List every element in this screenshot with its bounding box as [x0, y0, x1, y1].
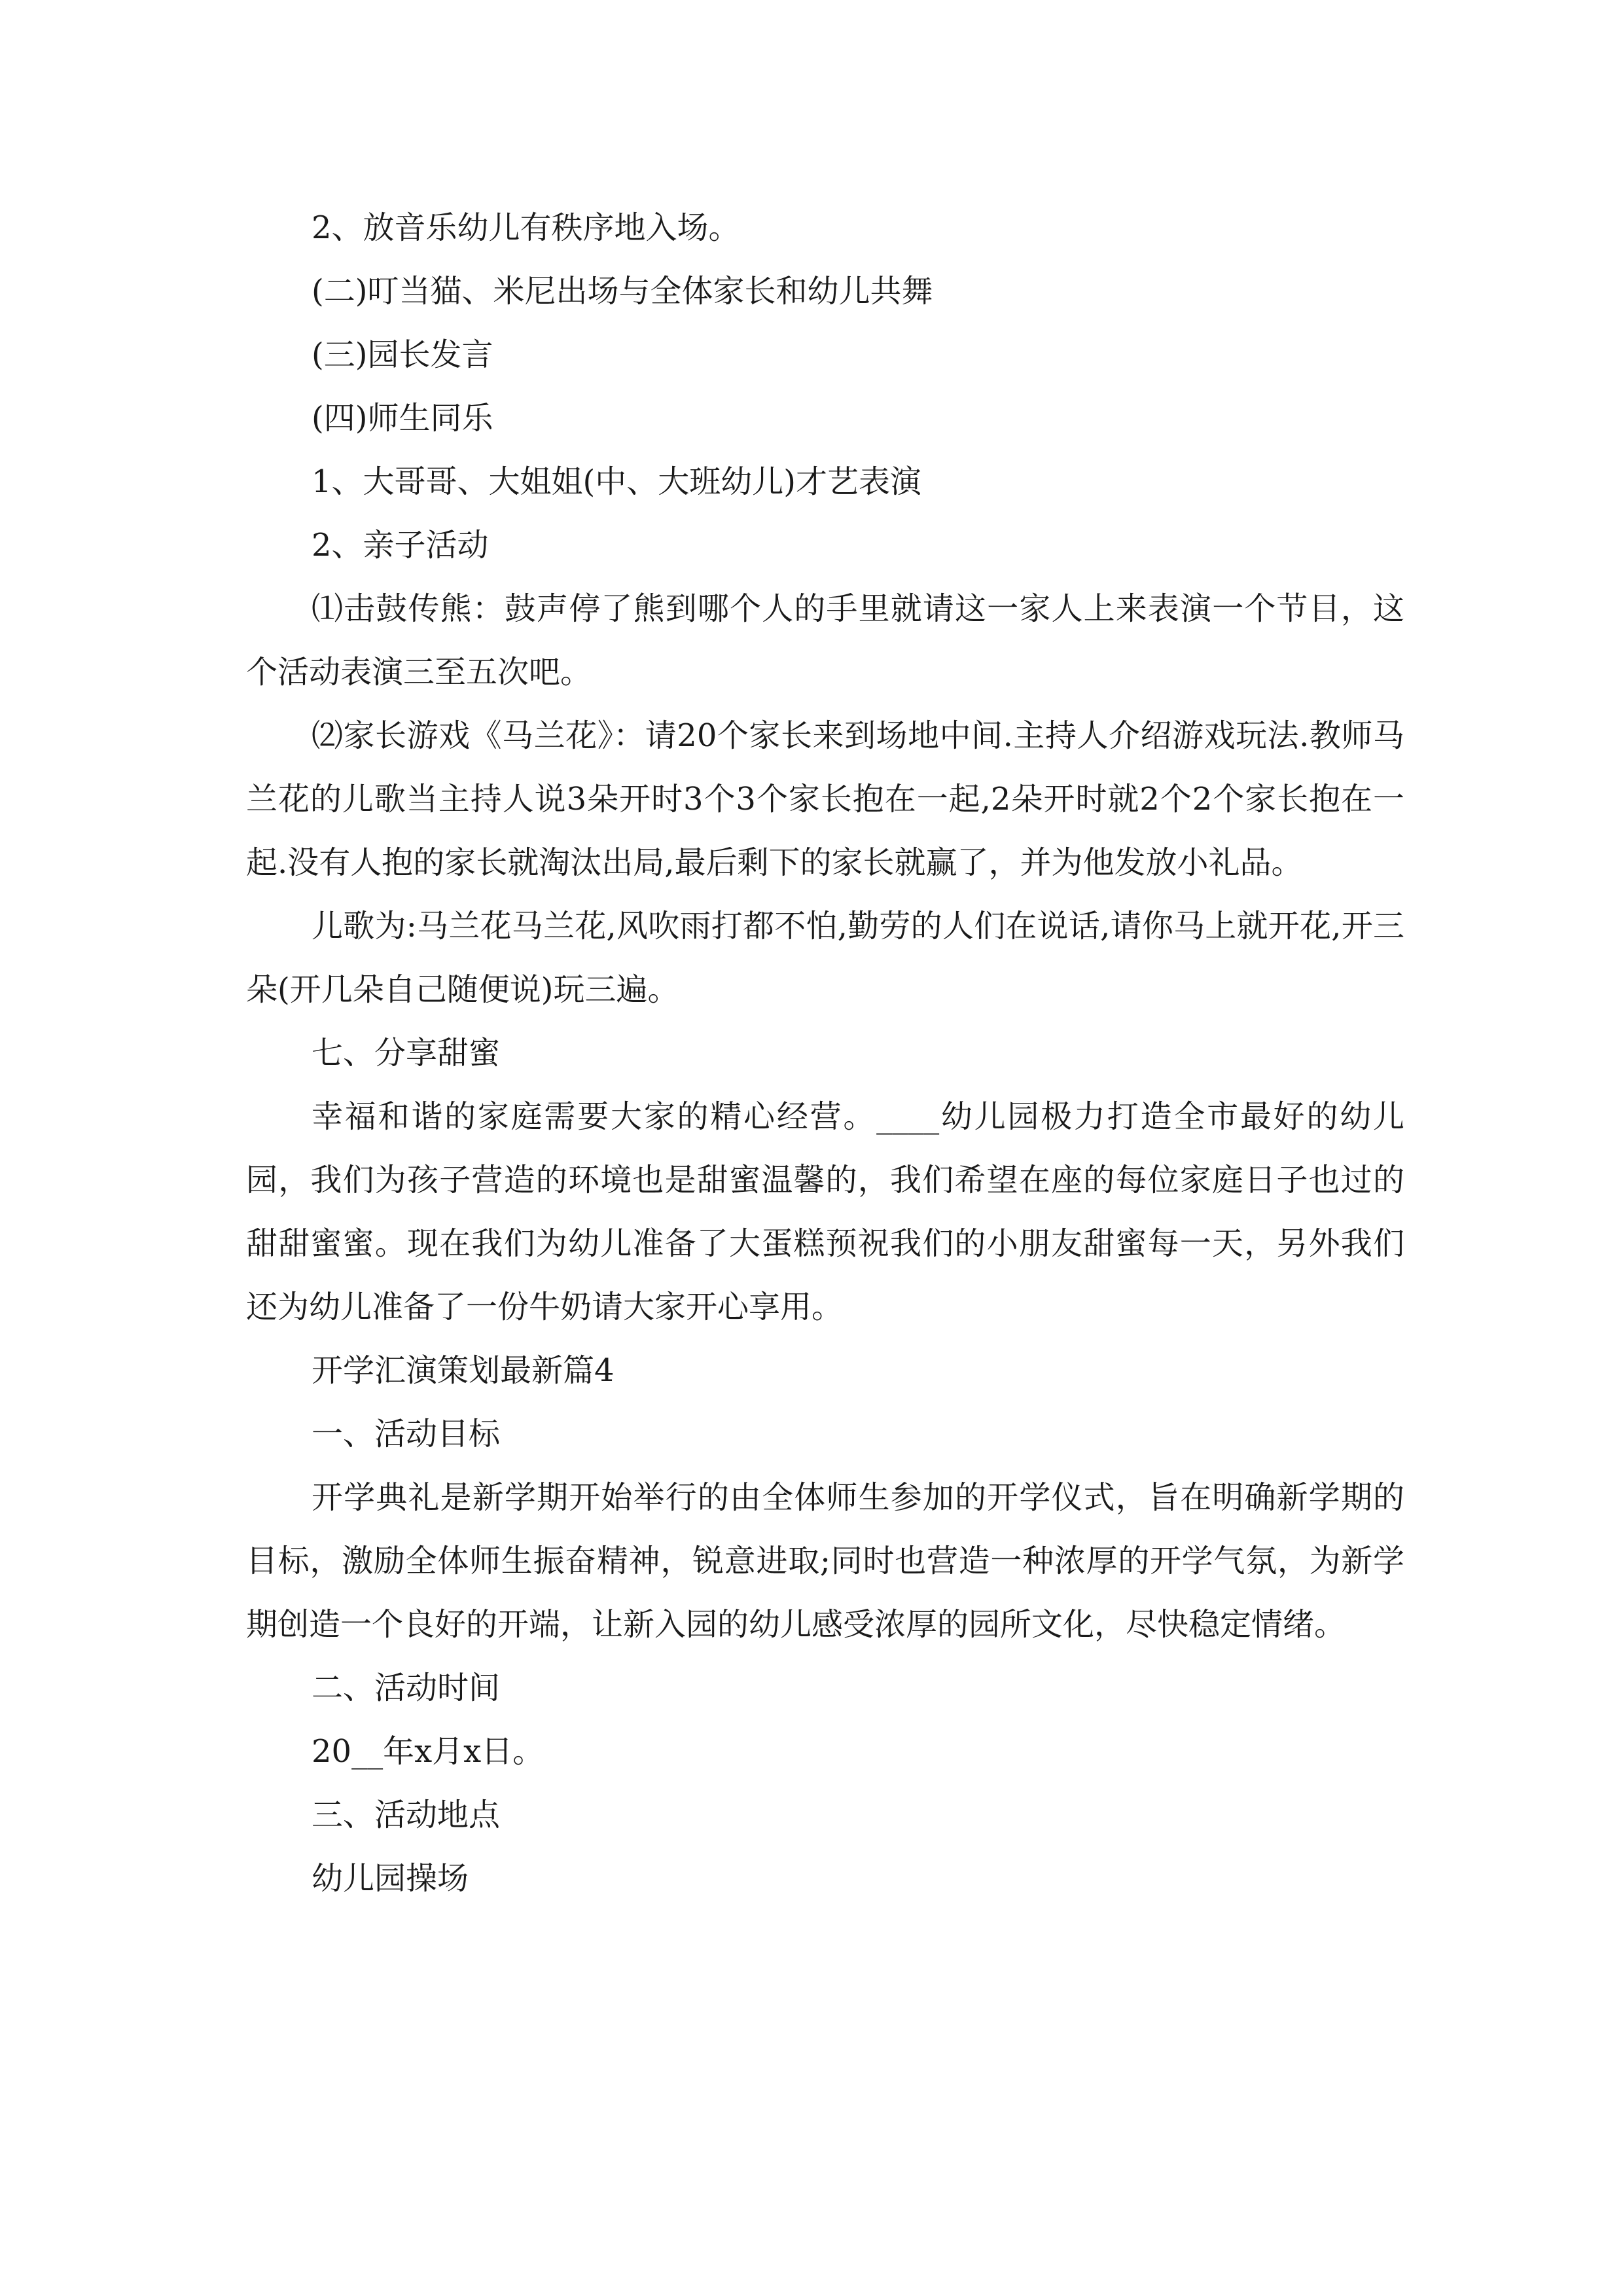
paragraph-parent-child-activity: 2、亲子活动 — [312, 527, 489, 564]
paragraph-malanhua-game: ⑵家长游戏《马兰花》：请20个家长来到场地中间.主持人介绍游戏玩法.教师马兰花的儿歌当主持人说3朵开时3个3个家长抱在一起,2朵开时就2个2个家长抱在一起.没有人抱的家长就淘汰出局,最后剩下的家长就赢了，并为他发放小礼品。 — [246, 717, 1404, 881]
paragraph-enter-music: 2、放音乐幼儿有秩序地入场。 — [312, 209, 740, 246]
paragraph-section-four-fun: (四)师生同乐 — [312, 400, 493, 437]
document-body — [246, 196, 1404, 1910]
paragraph-location-playground: 幼儿园操场 — [312, 1860, 469, 1897]
paragraph-nursery-rhyme: 儿歌为:马兰花马兰花,风吹雨打都不怕,勤劳的人们在说话,请你马上就开花,开三朵(开几朵自己随便说)玩三遍。 — [246, 908, 1404, 1008]
paragraph-sweet-family: 幸福和谐的家庭需要大家的精心经营。____幼儿园极力打造全市最好的幼儿园，我们为孩子营造的环境也是甜蜜温馨的，我们希望在座的每位家庭日子也过的甜甜蜜蜜。现在我们为幼儿准备了大蛋糕预祝我们的小朋友甜蜜每一天，另外我们还为幼儿准备了一份牛奶请大家开心享用。 — [246, 1098, 1404, 1325]
heading-article-four: 开学汇演策划最新篇4 — [312, 1352, 615, 1389]
paragraph-section-two-dance: (二)叮当猫、米尼出场与全体家长和幼儿共舞 — [312, 273, 933, 310]
paragraph-section-three-speech: (三)园长发言 — [312, 336, 493, 373]
paragraph-talent-show: 1、大哥哥、大姐姐(中、大班幼儿)才艺表演 — [312, 463, 921, 500]
heading-activity-location: 三、活动地点 — [312, 1797, 501, 1833]
paragraph-activity-date: 20__年x月x日。 — [312, 1733, 544, 1770]
heading-activity-time: 二、活动时间 — [312, 1670, 501, 1706]
heading-share-sweetness: 七、分享甜蜜 — [312, 1035, 501, 1071]
heading-activity-goal: 一、活动目标 — [312, 1416, 501, 1452]
paragraph-drum-game: ⑴击鼓传熊：鼓声停了熊到哪个人的手里就请这一家人上来表演一个节目，这个活动表演三至五次吧。 — [246, 590, 1404, 691]
paragraph-opening-ceremony: 开学典礼是新学期开始举行的由全体师生参加的开学仪式，旨在明确新学期的目标，激励全体师生振奋精神，锐意进取;同时也营造一种浓厚的开学气氛，为新学期创造一个良好的开端，让新入园的幼儿感受浓厚的园所文化，尽快稳定情绪。 — [246, 1479, 1404, 1643]
